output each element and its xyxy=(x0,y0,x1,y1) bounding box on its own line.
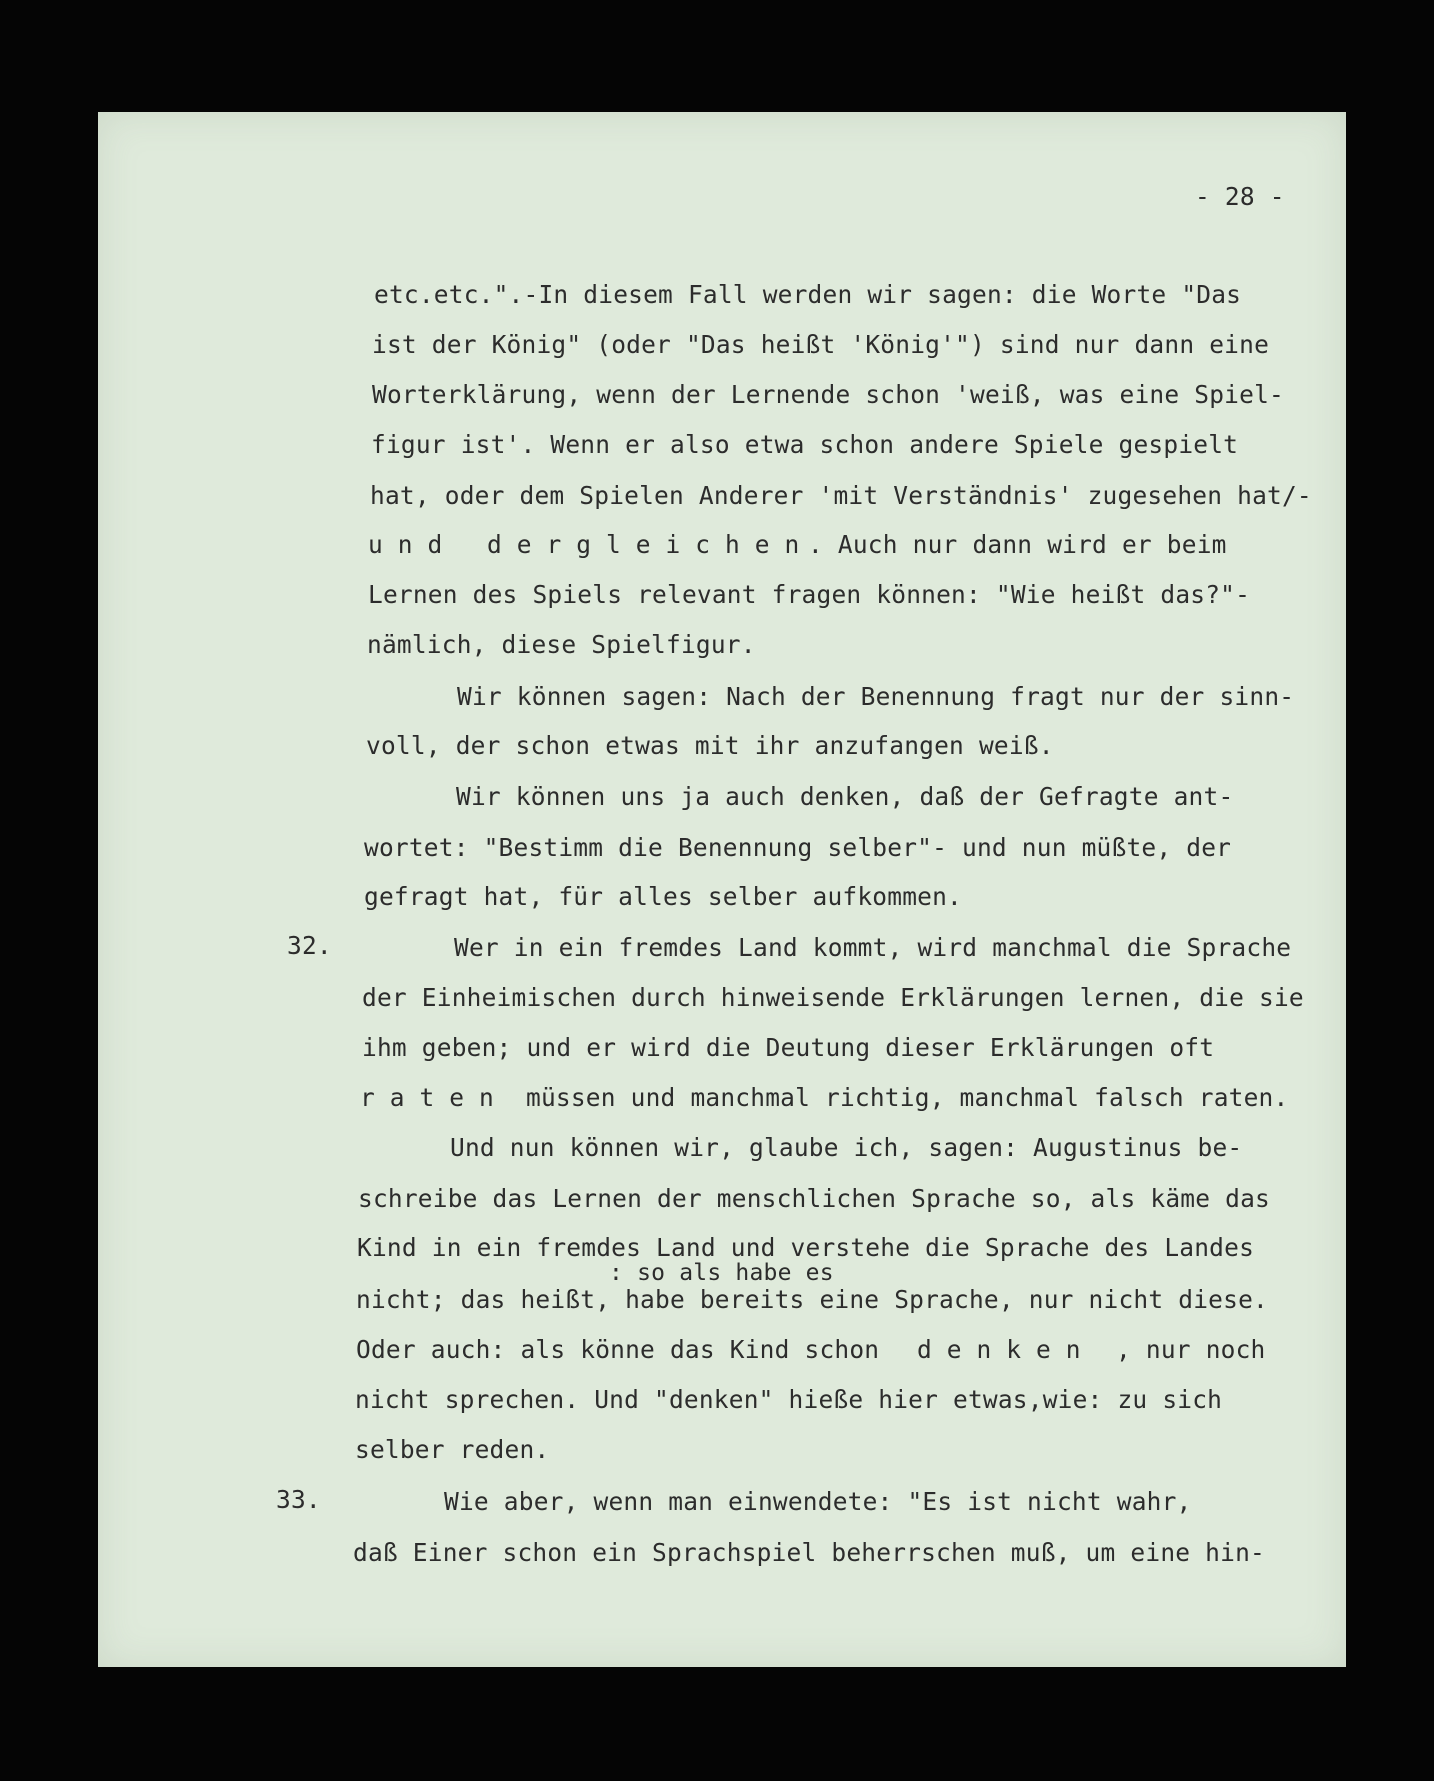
text-line: selber reden. xyxy=(355,1435,550,1464)
interlinear-insertion: : so als habe es xyxy=(609,1260,834,1286)
text-line: Wie aber, wenn man einwendete: "Es ist nicht wahr, xyxy=(444,1487,1192,1516)
text-line: gefragt hat, für alles selber aufkommen. xyxy=(364,882,963,911)
text-line: ihm geben; und er wird die Deutung dieser Erklärungen oft xyxy=(362,1033,1215,1062)
text-line: Oder auch: als könne das Kind schon xyxy=(356,1335,880,1364)
text-line: , nur noch xyxy=(1116,1335,1266,1364)
text-line: müssen und manchmal richtig, manchmal falsch raten. xyxy=(526,1083,1289,1112)
text-line: Wer in ein fremdes Land kommt, wird manchmal die Sprache xyxy=(454,933,1292,962)
text-line: daß Einer schon ein Sprachspiel beherrschen muß, um eine hin- xyxy=(353,1538,1265,1567)
text-line: figur ist'. Wenn er also etwa schon andere Spiele gespielt xyxy=(371,430,1239,459)
text-line: der Einheimischen durch hinweisende Erklärungen lernen, die sie xyxy=(362,983,1304,1012)
text-line: Wir können uns ja auch denken, daß der Gefragte ant- xyxy=(456,782,1234,811)
text-line: Wir können sagen: Nach der Benennung fragt nur der sinn- xyxy=(457,682,1295,711)
text-line: Lernen des Spiels relevant fragen können: "Wie heißt das?"- xyxy=(368,580,1251,609)
text-line: Und nun können wir, glaube ich, sagen: Augustinus be- xyxy=(450,1133,1243,1162)
paragraph-number: 32. xyxy=(287,931,332,960)
text-line: Kind in ein fremdes Land und verstehe die Sprache des Landes xyxy=(357,1233,1255,1262)
paragraph-number: 33. xyxy=(276,1485,321,1514)
text-line: . Auch nur dann wird er beim xyxy=(808,530,1227,559)
text-line: ist der König" (oder "Das heißt 'König'") sind nur dann eine xyxy=(372,330,1270,359)
text-line: nämlich, diese Spielfigur. xyxy=(367,630,756,659)
text-line-spaced: und dergleichen xyxy=(368,530,815,559)
text-line-spaced: raten xyxy=(360,1083,509,1112)
text-line: schreibe das Lernen der menschlichen Sprache so, als käme das xyxy=(358,1184,1270,1213)
text-line-spaced: denken xyxy=(917,1335,1096,1364)
text-line: Worterklärung, wenn der Lernende schon 'weiß, was eine Spiel- xyxy=(372,380,1284,409)
text-line: hat, oder dem Spielen Anderer 'mit Verständnis' zugesehen hat/- xyxy=(370,481,1312,510)
text-line: etc.etc.".-In diesem Fall werden wir sagen: die Worte "Das xyxy=(374,280,1242,309)
text-line: wortet: "Bestimm die Benennung selber"- und nun müßte, der xyxy=(364,833,1232,862)
page-number: - 28 - xyxy=(1195,182,1285,211)
text-line: voll, der schon etwas mit ihr anzufangen weiß. xyxy=(366,731,1054,760)
text-line: nicht sprechen. Und "denken" hieße hier etwas,wie: zu sich xyxy=(355,1385,1223,1414)
text-line: nicht; das heißt, habe bereits eine Sprache, nur nicht diese. xyxy=(356,1285,1268,1314)
